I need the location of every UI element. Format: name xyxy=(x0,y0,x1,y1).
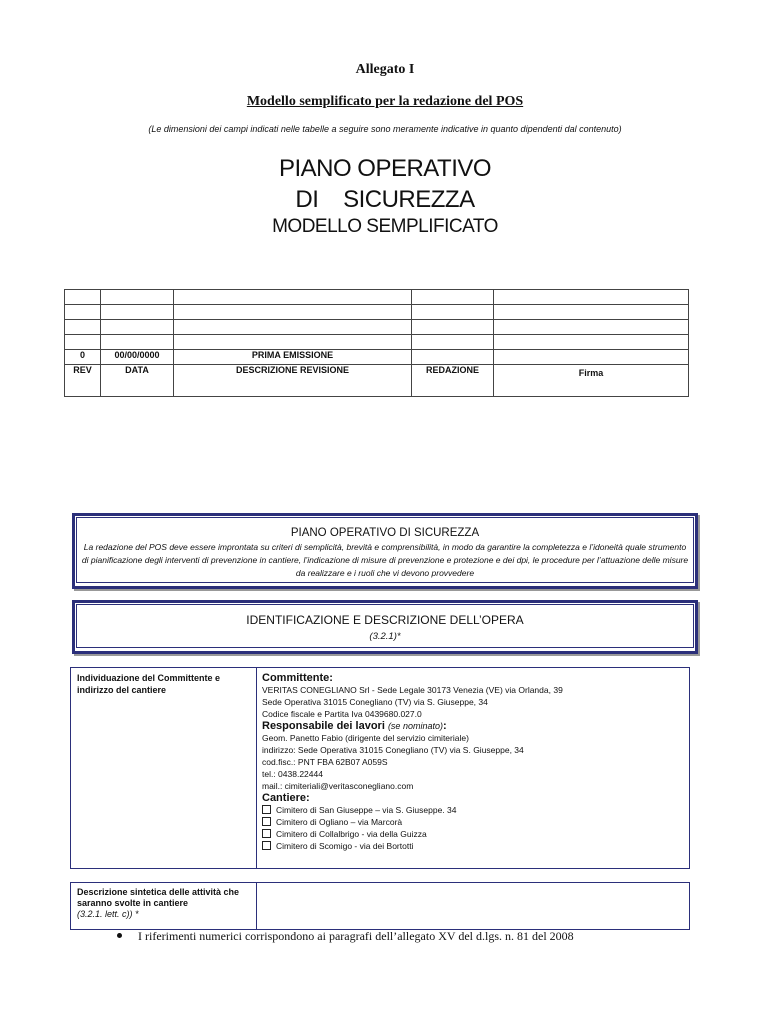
redazione-value xyxy=(412,350,494,365)
table-row xyxy=(65,320,689,335)
description-header: DESCRIZIONE REVISIONE xyxy=(174,365,412,397)
cantiere-item xyxy=(262,804,685,816)
cantiere-item-label: Cimitero di Ogliano – via Marcorà xyxy=(276,817,403,827)
redazione-header: REDAZIONE xyxy=(412,365,494,397)
footnote-text: I riferimenti numerici corrispondono ai paragrafi dell’allegato XV del d.lgs. n. 81 del 2008 xyxy=(138,929,574,943)
activity-description-text: Descrizione sintetica delle attività che saranno svolte in cantiere xyxy=(77,887,240,908)
identification-label: Individuazione del Committente e indirizzo del cantiere xyxy=(71,668,257,868)
responsabile-line: indirizzo: Sede Operativa 31015 Conegliano (TV) via S. Giuseppe, 34 xyxy=(262,745,524,755)
responsabile-note: (se nominato) xyxy=(387,721,443,731)
model-subtitle: Modello semplificato per la redazione del POS xyxy=(246,94,524,109)
identification-table xyxy=(70,667,690,869)
activity-description-ref: (3.2.1. lett. c)) * xyxy=(77,909,139,919)
checkbox-icon xyxy=(262,841,271,850)
table-row xyxy=(65,290,689,305)
pos-box-heading: PIANO OPERATIVO DI SICUREZZA xyxy=(290,527,480,539)
cantiere-item xyxy=(262,816,685,828)
responsabile-line: mail.: cimiteriali@veritasconegliano.com xyxy=(262,781,414,791)
revision-table xyxy=(64,289,689,397)
identification-content xyxy=(258,668,689,856)
activity-description-label xyxy=(71,883,257,929)
dimension-note: (Le dimensioni dei campi indicati nelle tabelle a seguire sono meramente indicative in quanto dipendenti dal contenuto) xyxy=(148,124,622,134)
committente-line: Codice fiscale e Partita Iva 0439680.027.0 xyxy=(262,709,422,719)
table-row xyxy=(65,350,689,365)
identification-box xyxy=(72,600,698,654)
committente-title: Committente: xyxy=(262,672,333,684)
firma-header: Firma xyxy=(494,365,689,397)
cantiere-item xyxy=(262,828,685,840)
cantiere-item-label: Cimitero di San Giuseppe – via S. Giuseppe. 34 xyxy=(276,805,457,815)
date-header: DATA xyxy=(101,365,174,397)
cantiere-item-label: Cimitero di Scomigo - via dei Bortotti xyxy=(276,841,414,851)
date-value: 00/00/0000 xyxy=(101,350,174,365)
title-line-1: PIANO OPERATIVO xyxy=(278,155,492,182)
table-header-row xyxy=(65,365,689,397)
title-line-3: MODELLO SEMPLIFICATO xyxy=(272,216,498,237)
title-line-2: DI SICUREZZA xyxy=(295,186,475,213)
pos-info-box xyxy=(72,513,698,589)
responsabile-line: tel.: 0438.22444 xyxy=(262,769,323,779)
responsabile-line: cod.fisc.: PNT FBA 62B07 A059S xyxy=(262,757,388,767)
committente-line: Sede Operativa 31015 Conegliano (TV) via S. Giuseppe, 34 xyxy=(262,697,488,707)
checkbox-icon xyxy=(262,829,271,838)
table-row xyxy=(65,305,689,320)
responsabile-title: Responsabile dei lavori xyxy=(262,720,385,732)
pos-box-text: La redazione del POS deve essere improntata su criteri di semplicità, brevità e comprensibilità, in modo da garantire la completezza e l’idoneità quale strumento di pianificazione degli interventi di prevenzione in cantiere, l’indicazione di misure di prevenzione e protezione e dei dpi, le procedure per l’attuazione delle misure da realizzare e i ruoli che vi devono provvedere xyxy=(81,542,689,578)
cantiere-item xyxy=(262,840,685,852)
description-value: PRIMA EMISSIONE xyxy=(174,350,412,365)
rev-header: REV xyxy=(65,365,101,397)
bullet-icon xyxy=(117,933,122,938)
checkbox-icon xyxy=(262,805,271,814)
identification-ref: (3.2.1)* xyxy=(369,631,401,642)
footnote xyxy=(117,929,574,944)
checkbox-icon xyxy=(262,817,271,826)
responsabile-line: Geom. Panetto Fabio (dirigente del servizio cimiteriale) xyxy=(262,733,469,743)
cantiere-title: Cantiere: xyxy=(262,792,310,804)
annex-label: Allegato I xyxy=(355,62,415,77)
activity-description-table xyxy=(70,882,690,930)
firma-value xyxy=(494,350,689,365)
responsabile-title-row: Responsabile dei lavori (se nominato): xyxy=(262,720,447,732)
rev-value: 0 xyxy=(65,350,101,365)
committente-line: VERITAS CONEGLIANO Srl - Sede Legale 30173 Venezia (VE) via Orlanda, 39 xyxy=(262,685,563,695)
identification-heading: IDENTIFICAZIONE E DESCRIZIONE DELL’OPERA xyxy=(246,613,524,627)
cantiere-item-label: Cimitero di Collalbrigo - via della Guizza xyxy=(276,829,427,839)
table-row xyxy=(65,335,689,350)
